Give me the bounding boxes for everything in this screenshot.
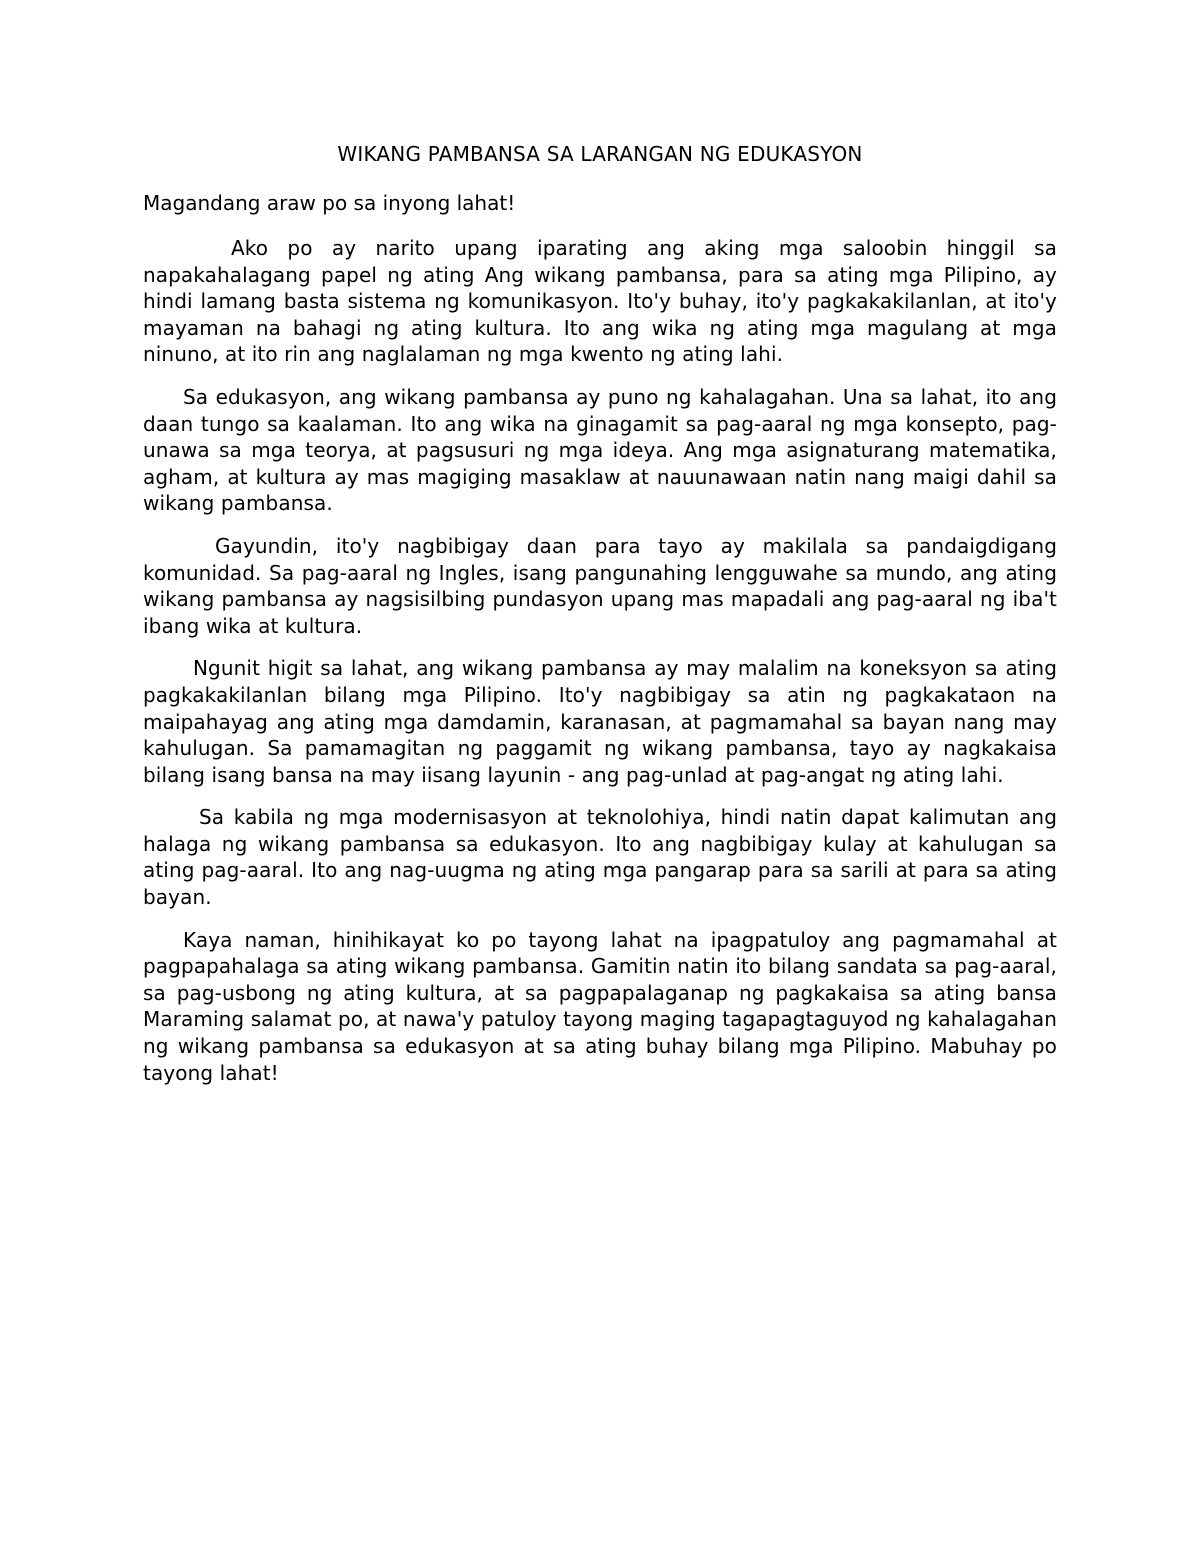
paragraph-2: Sa edukasyon, ang wikang pambansa ay puno ng kahalagahan. Una sa lahat, ito ang daan tungo sa kaalaman. Ito ang wika na ginagamit sa pag-aaral ng mga konsepto, pag-unawa sa mga teorya, at pagsusuri ng mga ideya. Ang mga asignaturang matematika, agham, at kultura ay mas magiging masaklaw at nauunawaan natin nang maigi dahil sa wikang pambansa.	[143, 384, 1057, 516]
greeting: Magandang araw po sa inyong lahat!	[143, 191, 516, 215]
document-page	[143, 140, 1057, 1102]
paragraph-1: Ako po ay narito upang iparating ang aking mga saloobin hinggil sa napakahalagang papel ng ating Ang wikang pambansa, para sa ating mga Pilipino, ay hindi lamang basta sistema ng komunikasyon. Ito'y buhay, ito'y pagkakakilanlan, at ito'y mayaman na bahagi ng ating kultura. Ito ang wika ng ating mga magulang at mga ninuno, at ito rin ang naglalaman ng mga kwento ng ating lahi.	[143, 236, 1057, 367]
paragraph-3: Gayundin, ito'y nagbibigay daan para tayo ay makilala sa pandaigdigang komunidad. Sa pag-aaral ng Ingles, isang pangunahing lengguwahe sa mundo, ang ating wikang pambansa ay nagsisilbing pundasyon upang mas mapadali ang pag-aaral ng iba't ibang wika at kultura.	[143, 533, 1057, 638]
paragraph-5: Sa kabila ng mga modernisasyon at teknolohiya, hindi natin dapat kalimutan ang halaga ng wikang pambansa sa edukasyon. Ito ang nagbibigay kulay at kahulugan sa ating pag-aaral. Ito ang nag-uugma ng ating mga pangarap para sa sarili at para sa ating bayan.	[143, 805, 1057, 910]
paragraph-4: Ngunit higit sa lahat, ang wikang pambansa ay may malalim na koneksyon sa ating pagkakakilanlan bilang mga Pilipino. Ito'y nagbibigay sa atin ng pagkakataon na maipahayag ang ating mga damdamin, karanasan, at pagmamahal sa bayan nang may kahulugan. Sa pamamagitan ng paggamit ng wikang pambansa, tayo ay nagkakaisa bilang isang bansa na may iisang layunin - ang pag-unlad at pag-angat ng ating lahi.	[143, 656, 1057, 787]
document-title: WIKANG PAMBANSA SA LARANGAN NG EDUKASYON	[337, 142, 863, 166]
paragraph-6: Kaya naman, hinihikayat ko po tayong lahat na ipagpatuloy ang pagmamahal at pagpapahalaga sa ating wikang pambansa. Gamitin natin ito bilang sandata sa pag-aaral, sa pag-usbong ng ating kultura, at sa pagpapalaganap ng pagkakaisa sa ating bansa Maraming salamat po, at nawa'y patuloy tayong maging tagapagtaguyod ng kahalagahan ng wikang pambansa sa edukasyon at sa ating buhay bilang mga Pilipino. Mabuhay po tayong lahat!	[143, 927, 1057, 1085]
